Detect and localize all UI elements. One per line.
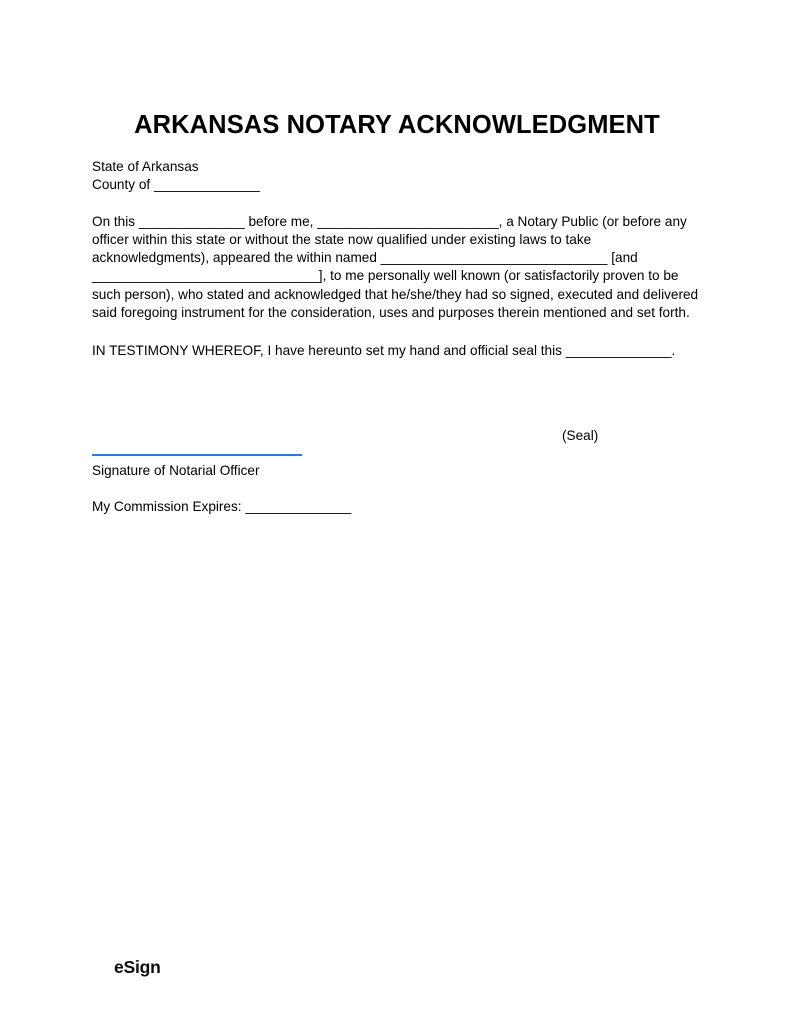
acknowledgment-paragraph: On this ______________ before me, ________________________, a Notary Public (or before any officer within this state or without the state now qualified under existing laws to take acknowledgments), appeared the within named ______________________________ [and ______________________________], to me personally well known (or satisfactorily proven to be such person), who stated and acknowledged that he/she/they had so signed, executed and delivered said foregoing instrument for the consideration, uses and purposes therein mentioned and set forth. — [92, 213, 699, 321]
spacer-after-county — [92, 195, 702, 213]
page-title: ARKANSAS NOTARY ACKNOWLEDGMENT — [134, 111, 660, 140]
county-line: County of ______________ — [92, 177, 260, 193]
esign-logo: eSign — [114, 957, 161, 977]
testimony-paragraph: IN TESTIMONY WHEREOF, I have hereunto set my hand and official seal this ______________. — [92, 343, 676, 359]
spacer-before-testimony — [92, 322, 702, 342]
seal-row — [92, 427, 702, 445]
signature-caption: Signature of Notarial Officer — [92, 463, 260, 478]
state-line: State of Arkansas — [92, 159, 199, 174]
signature-line[interactable] — [92, 454, 302, 456]
seal-label: (Seal) — [562, 428, 599, 443]
commission-expires-line: My Commission Expires: ______________ — [92, 499, 352, 514]
document-body — [92, 158, 702, 361]
